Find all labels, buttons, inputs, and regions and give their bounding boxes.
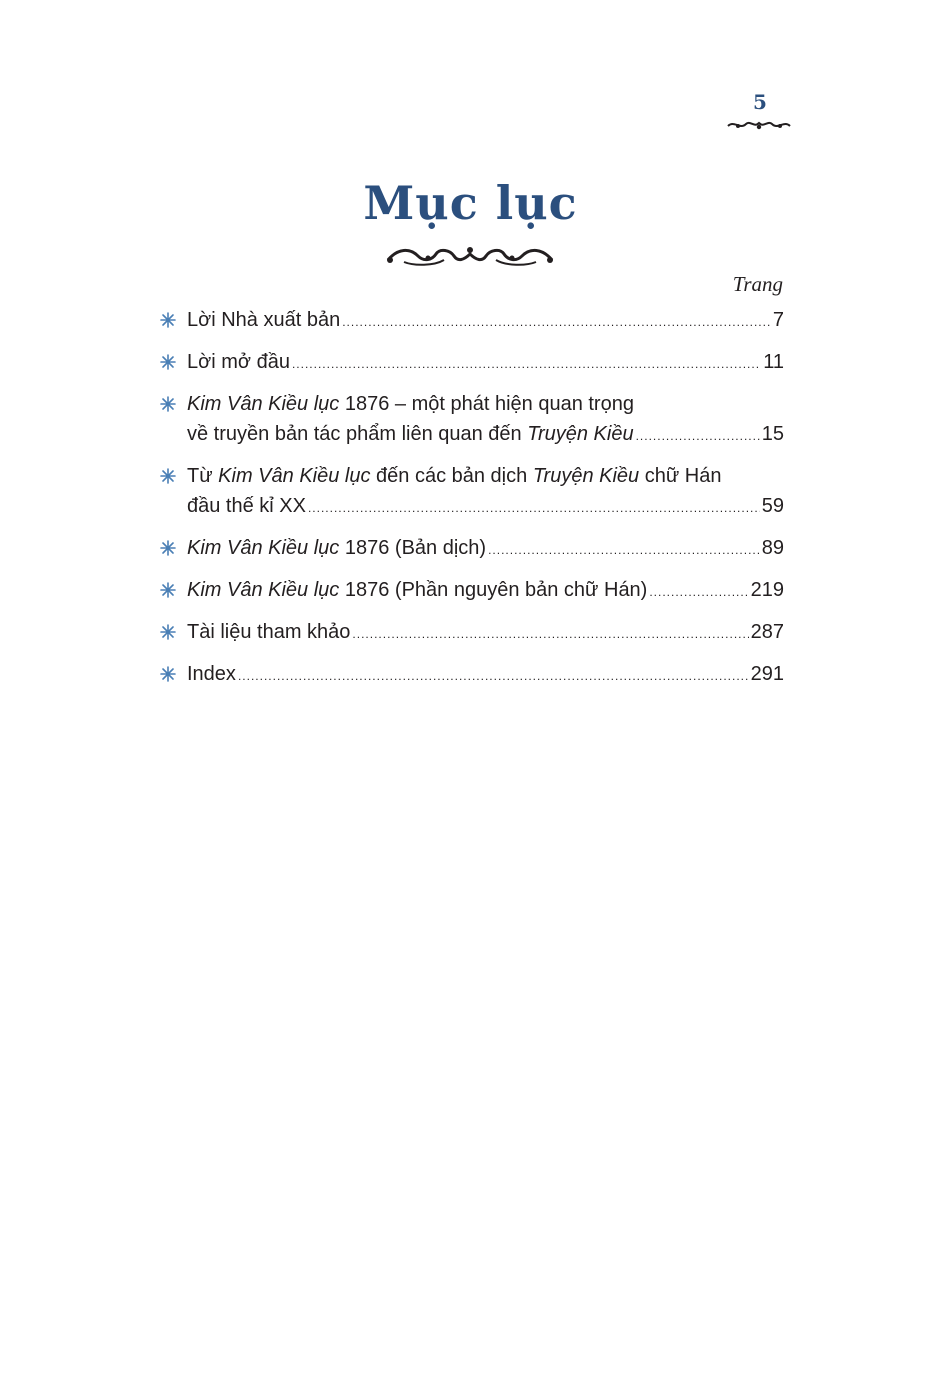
snowflake-bullet-icon xyxy=(160,354,176,370)
toc-page-number: 15 xyxy=(761,423,784,445)
toc-entry xyxy=(160,533,784,565)
dot-leader xyxy=(308,493,760,523)
toc-page-number: 7 xyxy=(772,309,784,331)
page-column-label: Trang xyxy=(732,272,783,296)
toc-entry-title: Kim Vân Kiều lục 1876 (Phần nguyên bản chữ Hán) xyxy=(187,579,648,601)
dot-leader xyxy=(342,307,771,337)
toc-page-number: 59 xyxy=(761,495,784,517)
snowflake-bullet-icon xyxy=(160,468,176,484)
dot-leader xyxy=(352,619,748,649)
toc-entry xyxy=(160,461,784,523)
snowflake-bullet-icon xyxy=(160,624,176,640)
toc-entry-title: Kim Vân Kiều lục 1876 – một phát hiện quan trọng xyxy=(187,393,634,415)
toc-page-number: 291 xyxy=(750,663,784,685)
dot-leader xyxy=(488,535,760,565)
snowflake-bullet-icon xyxy=(160,540,176,556)
toc-page-number: 219 xyxy=(750,579,784,601)
toc-entry-title: Lời mở đầu xyxy=(187,351,290,373)
dot-leader xyxy=(649,577,748,607)
toc-entry-title: Kim Vân Kiều lục 1876 (Bản dịch) xyxy=(187,537,487,559)
page-number: 5 xyxy=(753,90,767,114)
title-ornament-icon xyxy=(384,244,556,270)
toc-entry xyxy=(160,575,784,607)
toc-entry-title-continued: về truyền bản tác phẩm liên quan đến Truyện Kiều xyxy=(187,423,634,445)
toc-page-number: 11 xyxy=(763,351,784,373)
toc-entry-title: Từ Kim Vân Kiều lục đến các bản dịch Truyện Kiều chữ Hán xyxy=(187,465,722,487)
toc-entry-title-continued: đầu thế kỉ XX xyxy=(187,495,306,517)
toc-entry xyxy=(160,305,784,337)
toc-page-number: 89 xyxy=(761,537,784,559)
snowflake-bullet-icon xyxy=(160,396,176,412)
page-title: Mục lục xyxy=(363,176,578,230)
toc-entry-title: Lời Nhà xuất bản xyxy=(187,309,341,331)
toc-entry xyxy=(160,389,784,451)
snowflake-bullet-icon xyxy=(160,582,176,598)
toc-entry-title: Index xyxy=(187,663,236,685)
toc-entry xyxy=(160,617,784,649)
dot-leader xyxy=(636,421,760,451)
dot-leader xyxy=(238,661,749,691)
toc-page-number: 287 xyxy=(750,621,784,643)
toc-entry xyxy=(160,347,784,379)
table-of-contents xyxy=(160,305,784,701)
toc-entry-title: Tài liệu tham khảo xyxy=(187,621,351,643)
dot-leader xyxy=(292,349,761,379)
snowflake-bullet-icon xyxy=(160,312,176,328)
small-ornament-icon xyxy=(726,118,792,132)
toc-entry xyxy=(160,659,784,691)
snowflake-bullet-icon xyxy=(160,666,176,682)
